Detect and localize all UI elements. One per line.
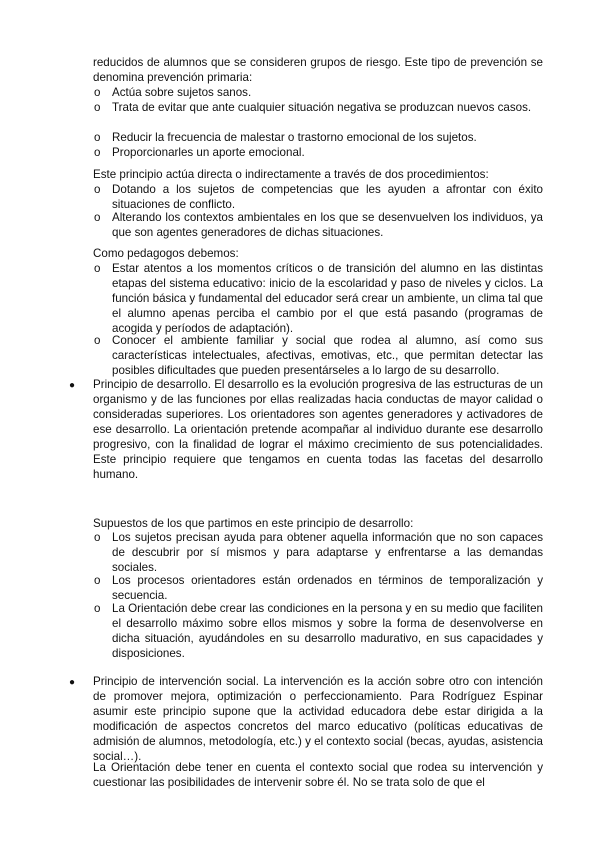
bullet-marker: o	[94, 183, 101, 196]
desarrollo-item-3: La Orientación debe crear las condiciones en la persona y en su medio que faciliten el desarrollo máximo sobre ellos mismos y sobre la forma de desenvolverse en dicha situación, ayudándoles en su desarrollo madurativo, en sus capacidades y disposiciones.	[112, 602, 543, 660]
bullet-marker: o	[94, 602, 101, 615]
intro-item-4: Proporcionarles un aporte emocional.	[112, 146, 305, 159]
bullet-marker: o	[94, 262, 101, 275]
bullet-marker: o	[94, 146, 101, 159]
intro-item-3: Reducir la frecuencia de malestar o trastorno emocional de los sujetos.	[112, 131, 477, 144]
desarrollo-lead: Supuestos de los que partimos en este principio de desarrollo:	[93, 517, 414, 530]
intro-item-1: Actúa sobre sujetos sanos.	[112, 86, 252, 99]
main-bullet-marker: ●	[69, 677, 76, 688]
pedagogos-item-1: Estar atentos a los momentos críticos o de transición del alumno en las distintas etapas del sistema educativo: inicio de la escolaridad y paso de niveles y ciclos. La función básica y fundamental del educador será crear un ambiente, un clima tal que el alumno apenas perciba el cambio por el que está pasando (programas de acogida y períodos de adaptación).	[112, 262, 543, 335]
procedures-item-1: Dotando a los sujetos de competencias que les ayuden a afrontar con éxito situaciones de conflicto.	[112, 183, 543, 211]
social-paragraph: Principio de intervención social. La intervención es la acción sobre otro con intención de promover mejora, optimización o perfeccionamiento. Para Rodríguez Espinar asumir este principio supone que la actividad educadora debe estar dirigida a la modificación de aspectos concretos del marco educativo (políticas educativas de admisión de alumnos, metodología, etc.) y el contexto social (becas, ayudas, asistencia social…).	[93, 675, 543, 763]
social-paragraph-2: La Orientación debe tener en cuenta el contexto social que rodea su intervención y cuestionar las posibilidades de intervenir sobre él. No se trata solo de que el	[93, 761, 543, 789]
pedagogos-lead: Como pedagogos debemos:	[93, 247, 239, 260]
pedagogos-item-2: Conocer el ambiente familiar y social que rodea al alumno, así como sus características intelectuales, afectivas, emotivas, etc., que permitan detectar las posibles dificultades que pueden presentárseles a lo largo de su desarrollo.	[112, 334, 543, 377]
bullet-marker: o	[94, 211, 101, 224]
bullet-marker: o	[94, 86, 101, 99]
main-bullet-marker: ●	[69, 380, 76, 391]
procedures-lead: Este principio actúa directa o indirectamente a través de dos procedimientos:	[93, 168, 489, 181]
bullet-marker: o	[94, 574, 101, 587]
intro-item-2: Trata de evitar que ante cualquier situación negativa se produzcan nuevos casos.	[112, 101, 532, 114]
intro-text: reducidos de alumnos que se consideren grupos de riesgo. Este tipo de prevención se denomina prevención primaria:	[93, 56, 543, 84]
desarrollo-paragraph: Principio de desarrollo. El desarrollo es la evolución progresiva de las estructuras de un organismo y de las funciones por ellas realizadas hacia conductas de mayor calidad o consideradas superiores. Los orientadores son agentes generadores y activadores de ese desarrollo. La orientación pretende acompañar al individuo durante ese desarrollo progresivo, con la finalidad de lograr el máximo crecimiento de sus potencialidades. Este principio requiere que tengamos en cuenta todas las facetas del desarrollo humano.	[93, 378, 543, 481]
bullet-marker: o	[94, 101, 101, 114]
desarrollo-item-2: Los procesos orientadores están ordenados en términos de temporalización y secuencia.	[112, 574, 543, 602]
procedures-item-2: Alterando los contextos ambientales en los que se desenvuelven los individuos, ya que son agentes generadores de dichas situaciones.	[112, 211, 543, 239]
desarrollo-item-1: Los sujetos precisan ayuda para obtener aquella información que no son capaces de descubrir por sí mismos y para adaptarse y enfrentarse a las demandas sociales.	[112, 531, 543, 574]
bullet-marker: o	[94, 131, 101, 144]
bullet-marker: o	[94, 531, 101, 544]
bullet-marker: o	[94, 334, 101, 347]
